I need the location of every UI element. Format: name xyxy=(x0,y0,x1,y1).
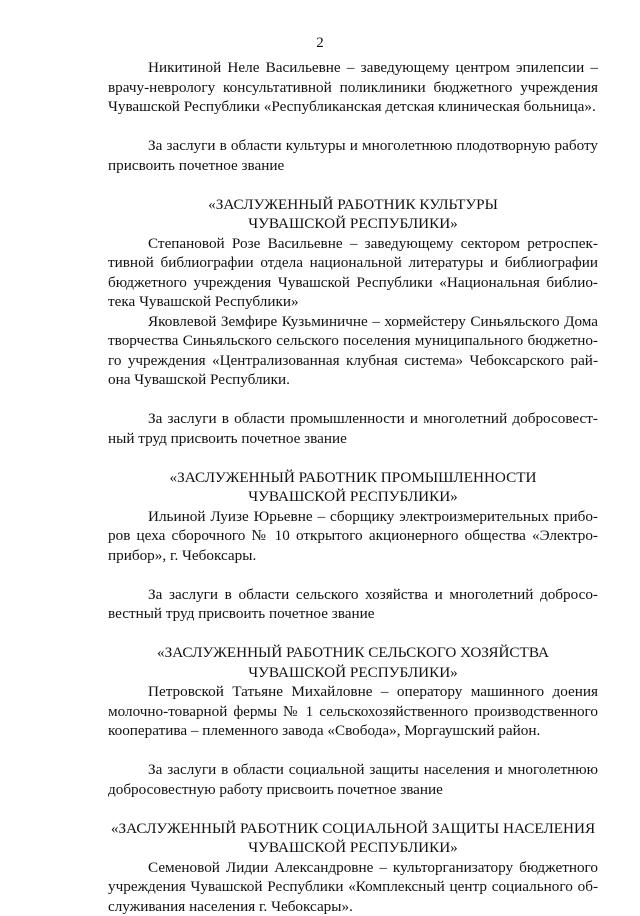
award-title-heading xyxy=(108,468,598,507)
text-line: тивной библиографии отдела национальной литературы и библиографии xyxy=(108,253,598,273)
paragraph-spacer xyxy=(108,565,598,585)
heading-line: ЧУВАШСКОЙ РЕСПУБЛИКИ» xyxy=(108,487,598,507)
heading-line: «ЗАСЛУЖЕННЫЙ РАБОТНИК СЕЛЬСКОГО ХОЗЯЙСТВА xyxy=(108,643,598,663)
heading-line: «ЗАСЛУЖЕННЫЙ РАБОТНИК ПРОМЫШЛЕННОСТИ xyxy=(108,468,598,488)
text-line: Степановой Розе Васильевне – заведующему сектором ретроспек- xyxy=(108,234,598,254)
paragraph-spacer xyxy=(108,624,598,644)
text-line: вестный труд присвоить почетное звание xyxy=(108,604,598,624)
award-intro-paragraph xyxy=(108,585,598,624)
award-intro-paragraph xyxy=(108,760,598,799)
award-intro-paragraph xyxy=(108,136,598,175)
heading-line: «ЗАСЛУЖЕННЫЙ РАБОТНИК СОЦИАЛЬНОЙ ЗАЩИТЫ НАСЕЛЕНИЯ xyxy=(108,819,598,839)
text-line: творчества Синьяльского сельского поселения муниципального бюджетно- xyxy=(108,331,598,351)
text-line: бюджетного учреждения Чувашской Республики «Национальная библио- xyxy=(108,273,598,293)
text-line: ный труд присвоить почетное звание xyxy=(108,429,598,449)
text-line: За заслуги в области промышленности и многолетний добросовест- xyxy=(108,409,598,429)
text-line: Семеновой Лидии Александровне – культорганизатору бюджетного xyxy=(108,858,598,878)
award-title-heading xyxy=(108,195,598,234)
paragraph-spacer xyxy=(108,117,598,137)
text-line: За заслуги в области культуры и многолетнюю плодотворную работу xyxy=(108,136,598,156)
award-recipient-paragraph xyxy=(108,682,598,741)
award-recipient-paragraph xyxy=(108,312,598,390)
text-line: За заслуги в области сельского хозяйства и многолетний добросо- xyxy=(108,585,598,605)
heading-line: «ЗАСЛУЖЕННЫЙ РАБОТНИК КУЛЬТУРЫ xyxy=(108,195,598,215)
award-recipient-paragraph xyxy=(108,58,598,117)
text-line: Ильиной Луизе Юрьевне – сборщику электроизмерительных прибо- xyxy=(108,507,598,527)
heading-line: ЧУВАШСКОЙ РЕСПУБЛИКИ» xyxy=(108,214,598,234)
document-body xyxy=(108,58,598,916)
text-line: За заслуги в области социальной защиты населения и многолетнюю xyxy=(108,760,598,780)
text-line: Петровской Татьяне Михайловне – оператору машинного доения xyxy=(108,682,598,702)
award-intro-paragraph xyxy=(108,409,598,448)
award-title-heading xyxy=(108,819,598,858)
text-line: врачу-неврологу консультативной поликлиники бюджетного учреждения xyxy=(108,78,598,98)
text-line: она Чувашской Республики. xyxy=(108,370,598,390)
text-line: прибор», г. Чебоксары. xyxy=(108,546,598,566)
award-title-heading xyxy=(108,643,598,682)
award-recipient-paragraph xyxy=(108,234,598,312)
page-number: 2 xyxy=(0,34,640,52)
text-line: Чувашской Республики «Республиканская детская клиническая больница». xyxy=(108,97,598,117)
paragraph-spacer xyxy=(108,799,598,819)
text-line: служивания населения г. Чебоксары». xyxy=(108,897,598,916)
paragraph-spacer xyxy=(108,390,598,410)
heading-line: ЧУВАШСКОЙ РЕСПУБЛИКИ» xyxy=(108,838,598,858)
text-line: Яковлевой Земфире Кузьминичне – хормейстеру Синьяльского Дома xyxy=(108,312,598,332)
text-line: кооператива – племенного завода «Свобода», Моргаушский район. xyxy=(108,721,598,741)
text-line: добросовестную работу присвоить почетное звание xyxy=(108,780,598,800)
text-line: присвоить почетное звание xyxy=(108,156,598,176)
award-recipient-paragraph xyxy=(108,858,598,916)
text-line: тека Чувашской Республики» xyxy=(108,292,598,312)
text-line: го учреждения «Централизованная клубная система» Чебоксарского рай- xyxy=(108,351,598,371)
paragraph-spacer xyxy=(108,448,598,468)
paragraph-spacer xyxy=(108,175,598,195)
paragraph-spacer xyxy=(108,741,598,761)
text-line: ров цеха сборочного № 10 открытого акционерного общества «Электро- xyxy=(108,526,598,546)
heading-line: ЧУВАШСКОЙ РЕСПУБЛИКИ» xyxy=(108,663,598,683)
text-line: Никитиной Неле Васильевне – заведующему центром эпилепсии – xyxy=(108,58,598,78)
text-line: молочно-товарной фермы № 1 сельскохозяйственного производственного xyxy=(108,702,598,722)
award-recipient-paragraph xyxy=(108,507,598,566)
text-line: учреждения Чувашской Республики «Комплексный центр социального об- xyxy=(108,877,598,897)
